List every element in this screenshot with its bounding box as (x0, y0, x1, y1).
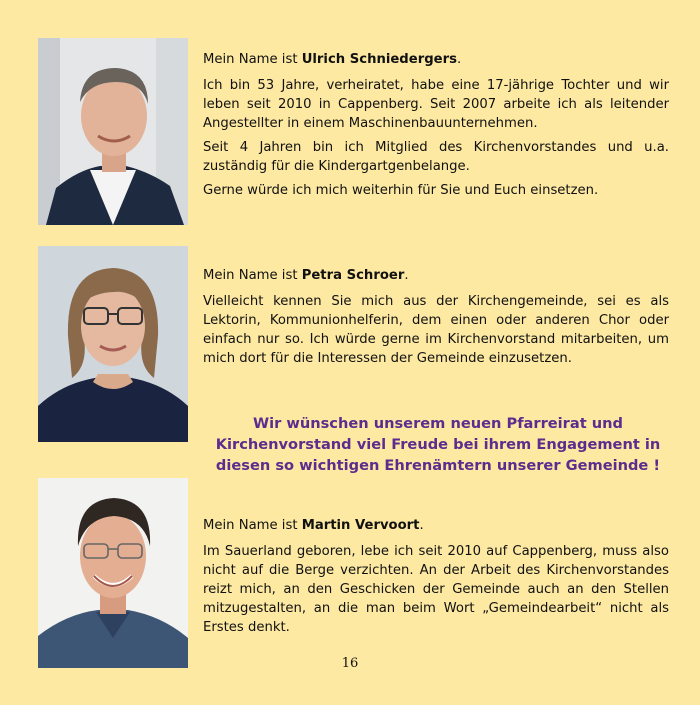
profile-martin (203, 516, 669, 642)
portrait-photo-petra (38, 246, 188, 442)
profile-paragraph: Seit 4 Jahren bin ich Mitglied des Kirchenvorstandes und u.a. zuständig für die Kindergartgenbelange. (203, 140, 669, 174)
highlight-message: Wir wünschen unserem neuen Pfarreirat und Kirchenvorstand viel Freude bei ihrem Engagement in diesen so wichtigen Ehrenämtern unserer Gemeinde ! (215, 415, 661, 474)
portrait-photo-martin (38, 478, 188, 668)
profile-name-line: Mein Name ist Ulrich Schniedergers. (203, 52, 462, 67)
profile-petra (203, 266, 669, 373)
profile-name: Petra Schroer (301, 268, 405, 283)
profile-paragraph: Gerne würde ich mich weiterhin für Sie und Euch einsetzen. (203, 183, 599, 198)
profile-paragraph: Ich bin 53 Jahre, verheiratet, habe eine 17-jährige Tochter und wir leben seit 2010 in Cappenberg. Seit 2007 arbeite ich als leitender Angestellter in einem Maschinenbauunternehmen. (203, 78, 669, 131)
profile-name: Ulrich Schniedergers (301, 52, 457, 67)
profile-paragraph: Im Sauerland geboren, lebe ich seit 2010 auf Cappenberg, muss also nicht auf die Berge verzichten. An der Arbeit des Kirchenvorstandes reizt mich, an den Geschicken der Gemeinde auch an den Stellen mitzugestalten, an die man beim Wort „Gemeindearbeit“ nicht als Erstes denkt. (203, 544, 669, 635)
profile-name: Martin Vervoort (301, 518, 420, 533)
profile-ulrich (203, 50, 669, 205)
profile-paragraph: Vielleicht kennen Sie mich aus der Kirchengemeinde, sei es als Lektorin, Kommunionhelferin, dem einen oder anderen Chor oder einfach nur so. Ich würde gerne im Kirchenvorstand mitarbeiten, um mich dort für die Interessen der Gemeinde einzusetzen. (203, 294, 669, 366)
page-number: 16 (341, 656, 359, 671)
profile-name-line: Mein Name ist Martin Vervoort. (203, 518, 424, 533)
portrait-photo-ulrich (38, 38, 188, 225)
profile-name-line: Mein Name ist Petra Schroer. (203, 268, 409, 283)
